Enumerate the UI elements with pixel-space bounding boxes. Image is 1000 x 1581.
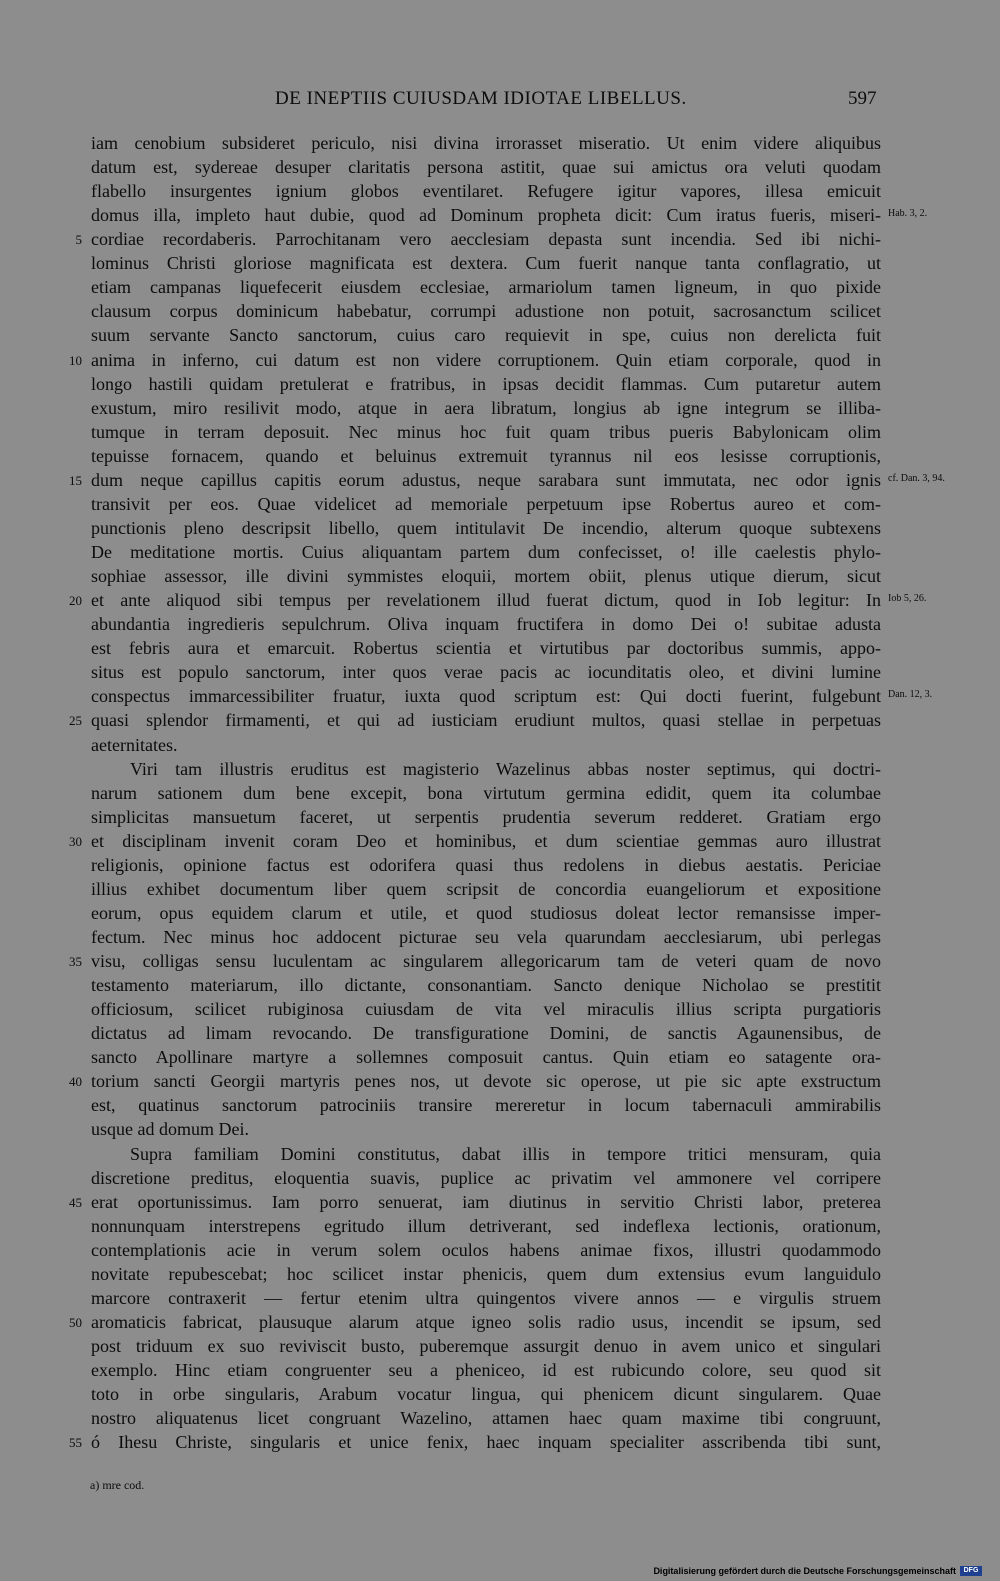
marginal-reference: Hab. 3, 2. xyxy=(888,208,928,220)
line-number: 40 xyxy=(69,1074,82,1090)
line-text: abundantia ingredieris sepulchrum. Oliva inquam fructifera in domo Dei o! subitae adusta xyxy=(91,614,881,635)
marginal-reference: cf. Dan. 3, 94. xyxy=(888,472,945,484)
text-line xyxy=(0,348,1000,372)
line-number: 20 xyxy=(69,593,82,609)
text-line xyxy=(0,901,1000,925)
line-text: transivit per eos. Quae videlicet ad memoriale perpetuum ipse Robertus aureo et com- xyxy=(91,493,881,514)
line-number: 25 xyxy=(69,713,82,729)
line-number: 5 xyxy=(75,232,82,248)
text-line xyxy=(0,1310,1000,1334)
line-text: post triduum ex suo reviviscit busto, puberemque assurgit denuo in avem unico et singulari xyxy=(91,1336,881,1356)
text-line xyxy=(0,853,1000,877)
text-line xyxy=(0,1430,1000,1454)
line-text: clausum corpus dominicum habebatur, corrumpi adustione non potuit, sacrosanctum scilicet xyxy=(91,301,881,322)
text-line xyxy=(0,396,1000,420)
text-line xyxy=(0,203,1000,227)
footnote: a) mre cod. xyxy=(90,1478,145,1492)
dfg-logo: DFG xyxy=(960,1566,982,1576)
line-text: erat oportunissimus. Iam porro senuerat, iam diutinus in servitio Christi labor, preterea xyxy=(91,1191,881,1212)
text-line xyxy=(0,733,1000,757)
text-line xyxy=(0,299,1000,323)
text-line xyxy=(0,251,1000,275)
line-text: quasi splendor firmamenti, et qui ad iusticiam erudiunt multos, quasi stellae in perpetuas xyxy=(91,710,881,731)
text-line xyxy=(0,227,1000,251)
page-number: 597 xyxy=(848,88,877,109)
text-line xyxy=(0,925,1000,949)
line-text: simplicitas mansuetum faceret, ut serpentis prudentia severum redderet. Gratiam ergo xyxy=(91,806,881,827)
line-text: suum servante Sancto sanctorum, cuius caro requievit in spe, cuius non derelicta fuit xyxy=(91,325,881,346)
running-title: DE INEPTIIS CUIUSDAM IDIOTAE LIBELLUS. xyxy=(275,88,687,109)
line-text: nostro aliquatenus licet congruant Wazelino, attamen haec quam maxime tibi congruunt, xyxy=(91,1408,881,1429)
text-line xyxy=(0,1214,1000,1238)
marginal-reference: Iob 5, 26. xyxy=(888,593,927,605)
line-text: contemplationis acie in verum solem oculos habens animae fixos, illustri quodammodo xyxy=(91,1239,881,1260)
line-text: domus illa, impleto haut dubie, quod ad Dominum propheta dicit: Cum iratus fueris, miseri- xyxy=(91,205,881,226)
text-line xyxy=(0,1093,1000,1117)
line-text: narum sationem dum bene excepit, bona virtutum germina edidit, quem ita columbae xyxy=(91,782,881,803)
text-line xyxy=(0,323,1000,347)
text-line xyxy=(0,155,1000,179)
text-line xyxy=(0,805,1000,829)
line-text: conspectus immarcessibiliter fruatur, iuxta quod scriptum est: Qui docti fuerint, fulgebunt xyxy=(91,686,881,707)
line-text: etiam campanas liquefecerit eiusdem ecclesiae, armariolum tamen ligneum, in quo pixide xyxy=(91,277,881,298)
line-number: 10 xyxy=(69,352,82,368)
text-line xyxy=(0,877,1000,901)
text-line xyxy=(0,829,1000,853)
line-text: est febris aura et emarcuit. Robertus scientia et virtutibus par doctoribus summis, appo- xyxy=(91,638,881,659)
line-number: 35 xyxy=(69,954,82,970)
line-text: discretione preditus, eloquentia suavis, puplice ac privatim vel ammonere vel corripere xyxy=(91,1167,881,1188)
line-number: 55 xyxy=(69,1435,82,1451)
line-text: exemplo. Hinc etiam congruenter seu a pheniceo, id est rubicundo colore, seu quod sit xyxy=(91,1360,881,1381)
text-line xyxy=(0,564,1000,588)
line-number: 15 xyxy=(69,472,82,488)
text-line xyxy=(0,1286,1000,1310)
text-line xyxy=(0,588,1000,612)
line-text: testamento materiarum, illo dictante, consonantiam. Sancto denique Nicholao se prestitit xyxy=(91,975,881,996)
text-line xyxy=(0,444,1000,468)
line-text: tepuisse fornacem, quando et beluinus extremuit tyrannus nil eos lesisse corruptionis, xyxy=(91,445,881,466)
text-line xyxy=(0,684,1000,708)
text-line xyxy=(0,1021,1000,1045)
line-text: visu, colligas sensu luculentam ac singularem allegoricarum tam de veteri quam de novo xyxy=(91,951,881,972)
text-line xyxy=(0,1045,1000,1069)
line-text: lominus Christi gloriose magnificata est dextera. Cum fuerit nanque tanta conflagratio, ut xyxy=(91,253,881,274)
marginal-reference: Dan. 12, 3. xyxy=(888,689,933,701)
text-line xyxy=(0,372,1000,396)
digitization-credit xyxy=(653,1566,982,1576)
line-text: punctionis pleno descripsit libello, quem intitulavit De incendio, alterum quoque subtexens xyxy=(91,517,881,538)
line-text: aeternitates. xyxy=(91,734,178,755)
line-text: officiosum, scilicet rubiginosa cuiusdam de vita vel miraculis illius scripta purgatioris xyxy=(91,999,881,1020)
line-text: fectum. Nec minus hoc addocent picturae seu vela quarundam aecclesiarum, ubi perlegas xyxy=(91,926,881,947)
line-text: flabello insurgentes ignium globos eventilaret. Refugere igitur vapores, illesa emicuit xyxy=(91,181,881,202)
line-text: sancto Apollinare martyre a sollemnes composuit cantus. Quin etiam eo satagente ora- xyxy=(91,1047,881,1068)
text-line xyxy=(0,420,1000,444)
text-line xyxy=(0,1406,1000,1430)
text-line xyxy=(0,636,1000,660)
credit-text: Digitalisierung gefördert durch die Deutsche Forschungsgemeinschaft xyxy=(653,1566,956,1576)
text-line xyxy=(0,1358,1000,1382)
line-text: dictatus ad limam revocando. De transfiguratione Domini, de sanctis Agaunensibus, de xyxy=(91,1023,881,1044)
line-text: et disciplinam invenit coram Deo et hominibus, et dum scientiae gemmas auro illustrat xyxy=(91,830,881,851)
line-number: 45 xyxy=(69,1194,82,1210)
text-line xyxy=(0,131,1000,155)
line-text: nonnunquam interstrepens egritudo illum detriverant, sed indeflexa lectionis, orationum, xyxy=(91,1215,881,1236)
line-text: novitate repubescebat; hoc scilicet instar phenicis, quem dum extensius evum languidulo xyxy=(91,1263,881,1284)
text-line xyxy=(0,1166,1000,1190)
line-text: aromaticis fabricat, plausuque alarum atque igneo solis radio usus, incendit se ipsum, sed xyxy=(91,1311,881,1332)
line-text: De meditatione mortis. Cuius aliquantam partem dum confecisset, o! ille caelestis phylo- xyxy=(91,542,881,563)
text-line xyxy=(0,1117,1000,1141)
text-line xyxy=(0,949,1000,973)
line-text: est, quatinus sanctorum patrociniis transire mereretur in locum tabernaculi ammirabilis xyxy=(91,1095,881,1116)
line-text: cordiae recordaberis. Parrochitanam vero aecclesiam depasta sunt incendia. Sed ibi nichi- xyxy=(91,229,881,250)
line-text: et ante aliquod sibi tempus per revelationem illud fuerat dictum, quod in Iob legitur: In xyxy=(91,590,881,611)
text-line xyxy=(0,179,1000,203)
line-number: 30 xyxy=(69,833,82,849)
line-text: dum neque capillus capitis eorum adustus, neque sarabara sunt immutata, nec odor ignis xyxy=(91,469,881,490)
page-header xyxy=(0,88,1000,114)
text-line xyxy=(0,973,1000,997)
line-text: situs est populo sanctorum, inter quos verae pacis ac iocunditatis oleo, et divini lumine xyxy=(91,662,881,683)
text-line xyxy=(0,468,1000,492)
text-line xyxy=(0,275,1000,299)
line-text: marcore contraxerit — fertur etenim ultra quingentos vivere annos — e virgulis struem xyxy=(91,1287,881,1308)
line-text: iam cenobium subsideret periculo, nisi divina irrorasset miseratio. Ut enim videre aliquibus xyxy=(91,133,881,153)
line-text: longo hastili quidam pretulerat e fratribus, in ipsas decidit flammas. Cum putaretur autem xyxy=(91,373,881,394)
text-line xyxy=(0,516,1000,540)
text-line xyxy=(0,781,1000,805)
text-line xyxy=(0,1334,1000,1358)
line-text: anima in inferno, cui datum est non videre corruptionem. Quin etiam corporale, quod in xyxy=(91,349,881,370)
text-line xyxy=(0,612,1000,636)
line-text: Supra familiam Domini constitutus, dabat illis in tempore tritici mensuram, quia xyxy=(130,1143,881,1164)
text-line xyxy=(0,1069,1000,1093)
line-text: Viri tam illustris eruditus est magisterio Wazelinus abbas noster septimus, qui doctri- xyxy=(130,758,881,779)
line-text: usque ad domum Dei. xyxy=(91,1119,249,1140)
line-number: 50 xyxy=(69,1314,82,1330)
line-text: torium sancti Georgii martyris penes nos, ut devote sic operose, ut pie sic apte exstructum xyxy=(91,1071,881,1092)
line-text: ó Ihesu Christe, singularis et unice fenix, haec inquam specialiter asscribenda tibi sunt, xyxy=(91,1432,881,1453)
line-text: illius exhibet documentum liber quem scripsit de concordia euangeliorum et expositione xyxy=(91,878,881,899)
line-text: sophiae assessor, ille divini symmistes eloquii, mortem obiit, plenus utique dierum, sicut xyxy=(91,566,881,587)
text-line xyxy=(0,1190,1000,1214)
text-line xyxy=(0,708,1000,732)
line-text: religionis, opinione factus est odorifera quasi thus redolens in diebus aestatis. Periciae xyxy=(91,854,881,875)
text-line xyxy=(0,757,1000,781)
text-line xyxy=(0,660,1000,684)
line-text: tumque in terram deposuit. Nec minus hoc fuit quam tribus pueris Babylonicam olim xyxy=(91,421,881,442)
text-line xyxy=(0,1382,1000,1406)
line-text: eorum, opus equidem clarum et utile, et quod studiosus doleat lector remansisse imper- xyxy=(91,902,881,923)
line-text: datum est, sydereae desuper claritatis persona astitit, quae sui amictus ora veluti quodam xyxy=(91,157,881,178)
text-line xyxy=(0,540,1000,564)
line-text: toto in orbe singularis, Arabum vocatur lingua, qui phenicem dicunt singularem. Quae xyxy=(91,1384,881,1405)
text-line xyxy=(0,1262,1000,1286)
text-line xyxy=(0,997,1000,1021)
text-line xyxy=(0,1238,1000,1262)
text-line xyxy=(0,492,1000,516)
text-line xyxy=(0,1142,1000,1166)
line-text: exustum, miro resilivit modo, atque in aera libratum, longius ab igne integrum se illiba- xyxy=(91,397,881,418)
